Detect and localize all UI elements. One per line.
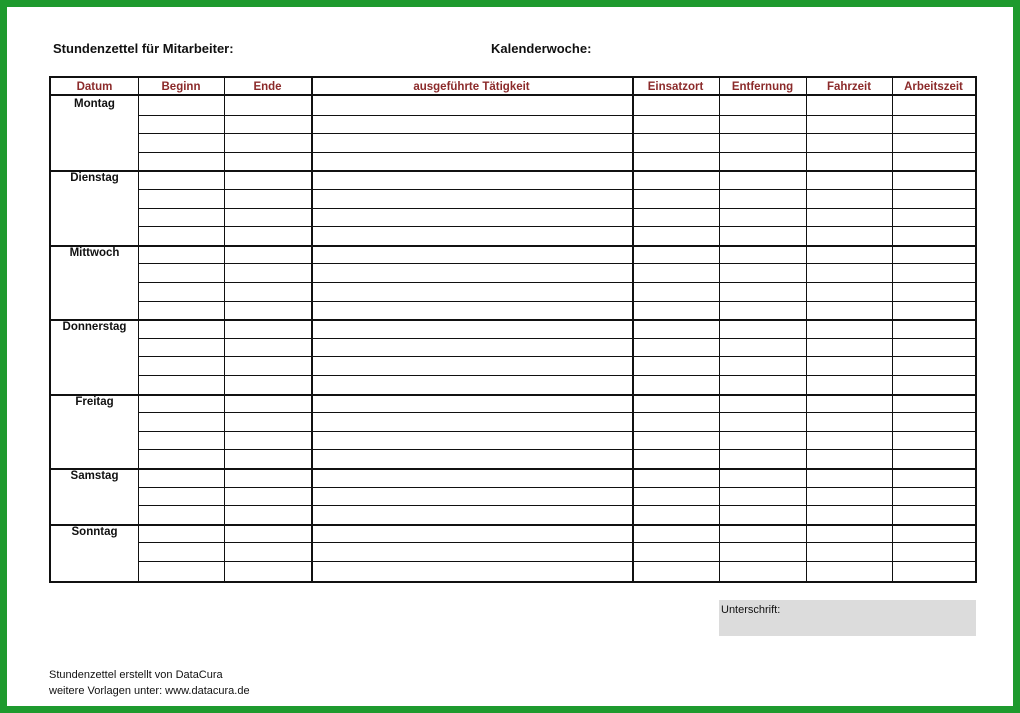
column-header-ende: Ende: [253, 81, 282, 93]
row-divider: [138, 542, 975, 543]
row-divider: [138, 356, 975, 357]
signature-field[interactable]: [719, 600, 976, 636]
day-label-samstag: Samstag: [70, 470, 119, 482]
row-divider: [138, 487, 975, 488]
table-header-row: [51, 78, 975, 96]
day-separator: [51, 245, 975, 247]
column-header-arbeitszeit: Arbeitszeit: [904, 81, 963, 93]
employee-label: Stundenzettel für Mitarbeiter:: [53, 41, 234, 56]
row-divider: [138, 115, 975, 116]
footer: [49, 667, 250, 699]
row-divider: [138, 412, 975, 413]
row-divider: [138, 449, 975, 450]
day-separator: [51, 468, 975, 470]
row-divider: [138, 505, 975, 506]
column-header-einsatzort: Einsatzort: [647, 81, 704, 93]
timesheet-table: [49, 76, 977, 583]
column-header-beginn: Beginn: [161, 81, 201, 93]
row-divider: [138, 282, 975, 283]
day-separator: [51, 319, 975, 321]
row-divider: [138, 263, 975, 264]
signature-label: Unterschrift:: [721, 604, 781, 616]
day-label-dienstag: Dienstag: [70, 172, 119, 185]
calendar-week-label: Kalenderwoche:: [491, 41, 592, 56]
row-divider: [138, 189, 975, 190]
row-divider: [138, 133, 975, 134]
day-separator: [51, 394, 975, 396]
day-label-montag: Montag: [74, 98, 115, 110]
day-separator: [51, 524, 975, 526]
row-divider: [138, 375, 975, 376]
day-label-mittwoch: Mittwoch: [69, 246, 120, 259]
column-header-fahrzeit: Fahrzeit: [826, 81, 872, 93]
column-header-ausgeführte-tätigkeit: ausgeführte Tätigkeit: [413, 81, 530, 93]
row-divider: [138, 301, 975, 302]
row-divider: [138, 338, 975, 339]
day-label-sonntag: Sonntag: [71, 525, 118, 538]
row-divider: [138, 152, 975, 153]
day-label-freitag: Freitag: [75, 395, 114, 408]
row-divider: [138, 431, 975, 432]
footer-link: weitere Vorlagen unter: www.datacura.de: [49, 685, 250, 697]
row-divider: [138, 208, 975, 209]
day-separator: [51, 170, 975, 172]
column-header-datum: Datum: [76, 81, 113, 93]
day-label-donnerstag: Donnerstag: [62, 321, 127, 334]
row-divider: [138, 226, 975, 227]
footer-credit: Stundenzettel erstellt von DataCura: [49, 669, 223, 681]
row-divider: [138, 561, 975, 562]
column-header-entfernung: Entfernung: [731, 81, 794, 93]
